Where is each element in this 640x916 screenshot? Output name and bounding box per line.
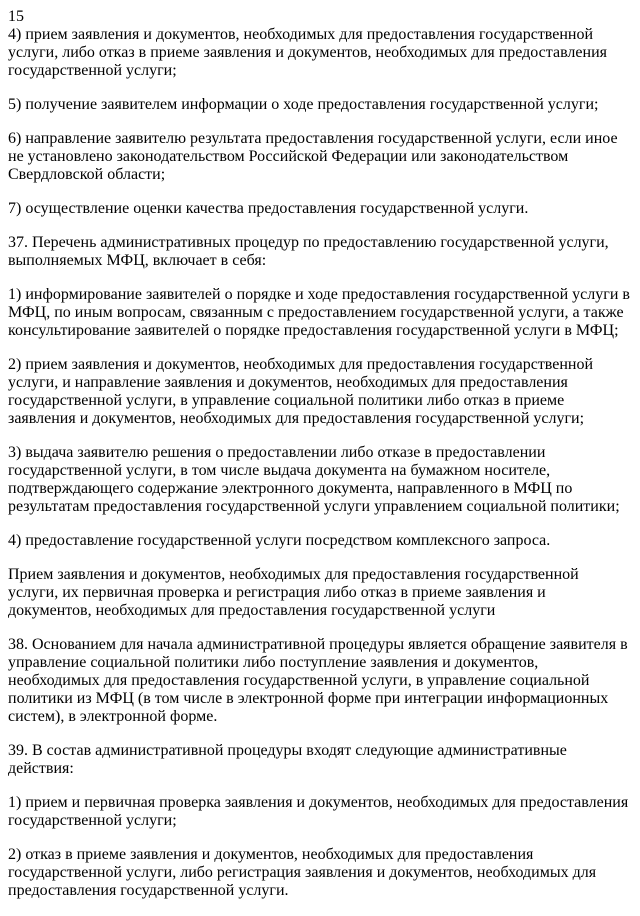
clause-37-item-2: 2) прием заявления и документов, необходимых для предоставления государственной услуги, и направление заявления и документов, необходимых для предоставления государственной услуги, в управление социальной политики либо отказ в приеме заявления и документов, необходимых для предоставления государственной услуги; bbox=[8, 356, 594, 427]
clause-39-item-2: 2) отказ в приеме заявления и документов, необходимых для предоставления государственной услуги, либо регистрация заявления и документов, необходимых для предоставления государственной услуги. bbox=[8, 846, 597, 899]
clause-39-item-1: 1) прием и первичная проверка заявления и документов, необходимых для предоставления государственной услуги; bbox=[8, 794, 629, 829]
list-item-7-quality-assessment: 7) осуществление оценки качества предоставления государственной услуги. bbox=[8, 200, 529, 217]
section-heading: Прием заявления и документов, необходимых для предоставления государственной услуги, их первичная проверка и регистрация либо отказ в приеме заявления и документов, необходимых для предоставления государственной услуги bbox=[8, 566, 579, 619]
clause-39: 39. В состав административной процедуры входят следующие административные действия: bbox=[8, 742, 567, 777]
clause-37-item-3: 3) выдача заявителю решения о предоставлении либо отказе в предоставлении государственной услуги, в том числе выдача документа на бумажном носителе, подтверждающего содержание электронного документа, направленного в МФЦ по результатам предоставления государственной услуги управлением социальной политики; bbox=[8, 444, 620, 515]
clause-37-item-4: 4) предоставление государственной услуги посредством комплексного запроса. bbox=[8, 532, 551, 549]
document-page bbox=[8, 8, 632, 900]
list-item-5-progress-info: 5) получение заявителем информации о ходе предоставления государственной услуги; bbox=[8, 96, 599, 113]
list-item-6-result-delivery: 6) направление заявителю результата предоставления государственной услуги, если иное не установлено законодательством Российской Федерации или законодательством Свердловской области; bbox=[8, 130, 618, 183]
page-number: 15 bbox=[8, 8, 24, 25]
list-item-4-intake: 4) прием заявления и документов, необходимых для предоставления государственной услуги, либо отказ в приеме заявления и документов, необходимых для предоставления государственной услуги; bbox=[8, 26, 607, 79]
clause-37: 37. Перечень административных процедур по предоставлению государственной услуги, выполняемых МФЦ, включает в себя: bbox=[8, 234, 609, 269]
clause-38: 38. Основанием для начала административной процедуры является обращение заявителя в управление социальной политики либо поступление заявления и документов, необходимых для предоставления государственной услуги, в управление социальной политики из МФЦ (в том числе в электронной форме при интеграции информационных систем), в электронной форме. bbox=[8, 636, 628, 725]
clause-37-item-1: 1) информирование заявителей о порядке и ходе предоставления государственной услуги в МФЦ, по иным вопросам, связанным с предоставлением государственной услуги, а также консультирование заявителей о порядке предоставления государственной услуги в МФЦ; bbox=[8, 286, 630, 339]
